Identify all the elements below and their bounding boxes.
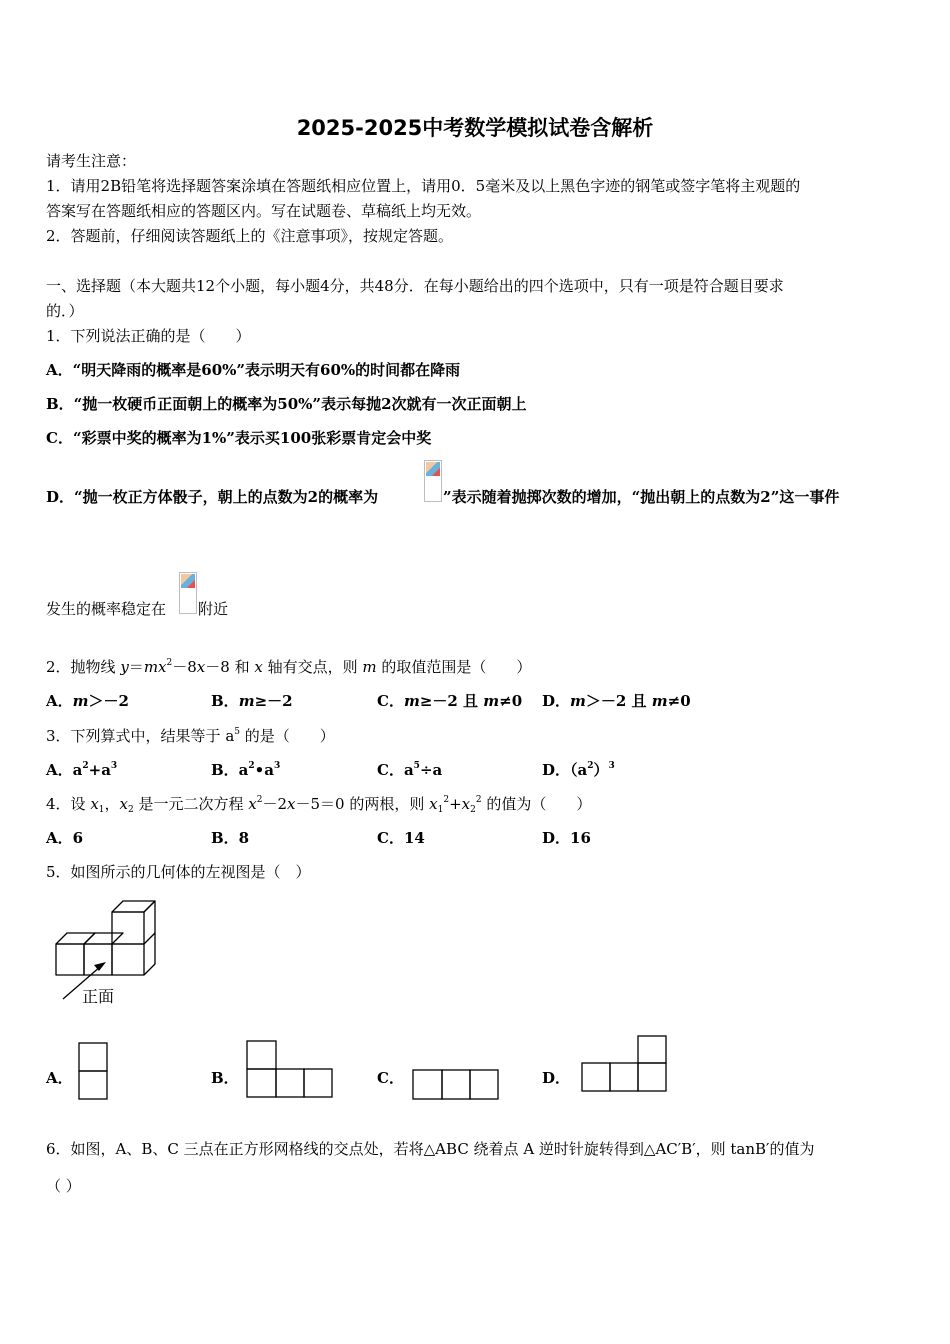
q2-option-c: C．m≥－2 且 m≠0 bbox=[377, 692, 523, 710]
q5-option-d-figure bbox=[582, 1036, 666, 1091]
notice-line-1: 1．请用2B铅笔将选择题答案涂填在答题纸相应位置上，请用0．5毫米及以上黑色字迹的钢笔或签字笔将主观题的 bbox=[46, 177, 801, 195]
q3-option-b: B．$a^2•a^3$ bbox=[211, 761, 281, 779]
q4-stem: 4．设 $x_1$，$x_2$ 是一元二次方程 $x^2-2x-5=0$ 的两根，则 $x_1^2+x_2^2$ 的值为（ ） bbox=[46, 795, 592, 815]
cube-edge bbox=[144, 933, 155, 944]
notice-line-2: 答案写在答题纸相应的答题区内。写在试题卷、草稿纸上均无效。 bbox=[46, 202, 482, 220]
q1-option-a: A．“明天降雨的概率是60%”表示明天有60%的时间都在降雨 bbox=[46, 361, 461, 379]
q1-option-b: B．“抛一枚硬币正面朝上的概率为50%”表示每抛2次就有一次正面朝上 bbox=[46, 395, 527, 413]
cube-top-face bbox=[84, 933, 123, 944]
q4-option-a: A．6 bbox=[46, 829, 84, 847]
q3-option-d: D．$(a^2)^3$ bbox=[542, 761, 615, 779]
q1-option-c: C．“彩票中奖的概率为1%”表示买100张彩票肯定会中奖 bbox=[46, 429, 432, 447]
q1-option-d-part1: D．“抛一枚正方体骰子，朝上的点数为2的概率为 bbox=[46, 488, 379, 506]
q3-stem: 3．下列算式中，结果等于 $a^5$ 的是（ ） bbox=[46, 727, 335, 745]
page-title: 2025-2025中考数学模拟试卷含解析 bbox=[296, 116, 654, 140]
q6-stem-line-1: 6．如图，A、B、C 三点在正方形网格线的交点处，若将△ABC 绕着点 A 逆时针旋转得到△AC′B′，则 tanB′的值为 bbox=[46, 1140, 815, 1158]
q2-option-d: D．m＞－2 且 m≠0 bbox=[542, 692, 691, 710]
q6-stem-line-2: （ ） bbox=[46, 1177, 81, 1195]
q5-option-a-figure bbox=[79, 1043, 107, 1099]
q5-option-c-figure bbox=[413, 1070, 498, 1099]
section-heading-line-2: 的．） bbox=[46, 302, 84, 320]
q2-option-b: B．m≥－2 bbox=[211, 692, 293, 710]
notice-heading: 请考生注意： bbox=[46, 152, 137, 170]
notice-line-3: 2．答题前，仔细阅读答题纸上的《注意事项》，按规定答题。 bbox=[46, 227, 454, 245]
cube-front-face bbox=[112, 944, 144, 975]
q4-option-c: C．14 bbox=[377, 829, 425, 847]
q2-stem: 2．抛物线 $y=mx^2-8x-8$ 和 x 轴有交点，则 m 的取值范围是（ ） bbox=[46, 658, 532, 676]
q1-option-d-cont-part2: 附近 bbox=[198, 600, 229, 618]
q1-option-d-part2: ”表示随着抛掷次数的增加，“抛出朝上的点数为2”这一事件 bbox=[443, 488, 840, 506]
q5-option-b-figure bbox=[247, 1041, 332, 1097]
q3-option-a: A．$a^2+a^3$ bbox=[46, 761, 118, 779]
q4-option-b: B．8 bbox=[211, 829, 250, 847]
q4-option-d: D．16 bbox=[542, 829, 591, 847]
q1-option-d-cont-part1: 发生的概率稳定在 bbox=[46, 600, 167, 618]
q5-option-c-label: C． bbox=[377, 1069, 404, 1087]
q5-stem: 5．如图所示的几何体的左视图是（ ） bbox=[46, 863, 311, 881]
cube-top-face bbox=[112, 901, 155, 912]
q5-option-b-label: B． bbox=[211, 1069, 239, 1087]
cube-front-face bbox=[56, 944, 84, 975]
q5-option-d-label: D． bbox=[542, 1069, 571, 1087]
q1-stem: 1．下列说法正确的是（ ） bbox=[46, 327, 251, 345]
q3-option-c: C．$a^5\div a$ bbox=[377, 761, 443, 779]
front-label: 正面 bbox=[82, 987, 115, 1006]
cube-front-face bbox=[84, 944, 112, 975]
q2-option-a: A．m＞－2 bbox=[46, 692, 129, 710]
q5-option-a-label: A． bbox=[46, 1069, 73, 1087]
section-heading-line-1: 一、选择题（本大题共12个小题，每小题4分，共48分．在每小题给出的四个选项中，只有一项是符合题目要求 bbox=[46, 277, 784, 295]
